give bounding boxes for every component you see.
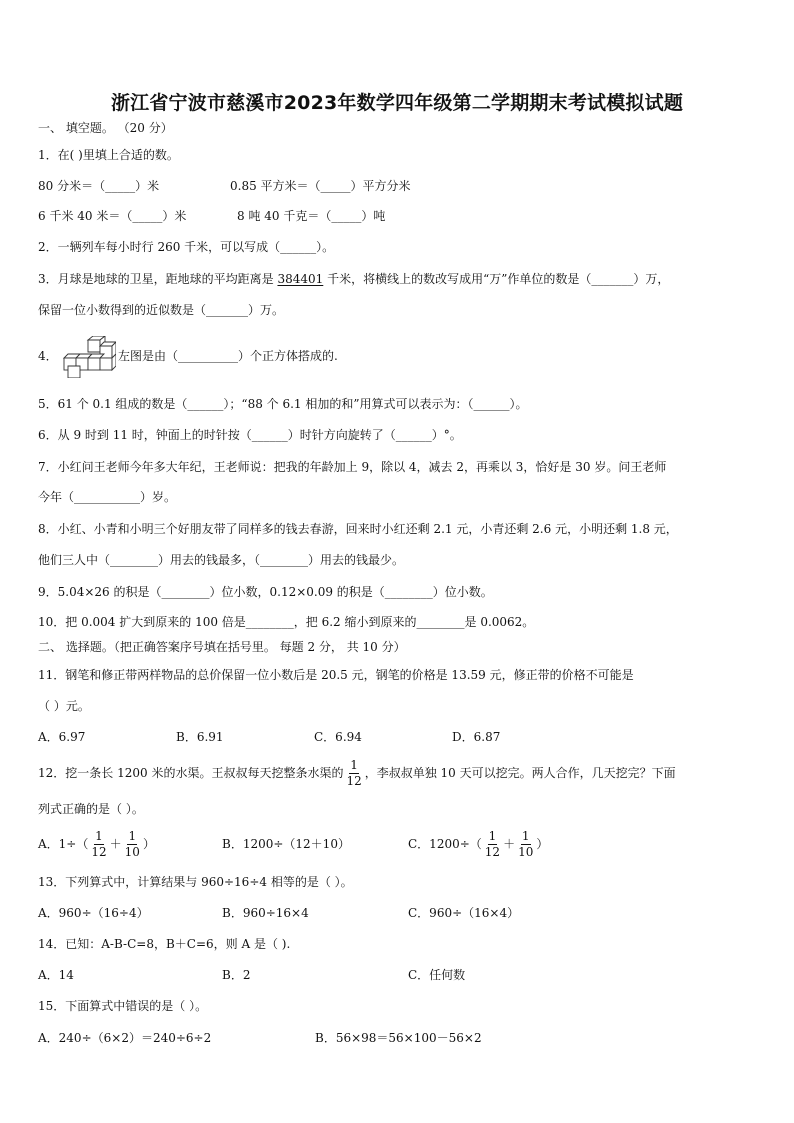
question-1: 1．在( )里填上合适的数。 <box>38 148 179 162</box>
fraction-one-twelfth: $\frac{1}{12}$ <box>346 758 362 788</box>
question-13-option-a: A．960÷（16÷4） <box>38 906 149 920</box>
question-12-text-pre: 12．挖一条长 1200 米的水渠。王叔叔每天挖整条水渠的 <box>38 766 344 780</box>
question-11-option-b: B．6.91 <box>176 730 224 744</box>
question-13-option-b: B．960÷16×4 <box>222 906 309 920</box>
question-12-line-2: 列式正确的是（ ）。 <box>38 802 144 816</box>
question-9: 9．5.04×26 的积是（________）位小数，0.12×0.09 的积是（________）位小数。 <box>38 585 493 599</box>
question-7-line-1: 7．小红问王老师今年多大年纪，王老师说：把我的年龄加上 9，除以 4，减去 2，再乘以 3，恰好是 30 岁。问王老师 <box>38 460 667 474</box>
question-14: 14．已知：A-B-C=8，B＋C=6，则 A 是（ ). <box>38 937 291 951</box>
question-3-text-pre: 3．月球是地球的卫星，距地球的平均距离是 <box>38 272 274 286</box>
question-11-option-d: D．6.87 <box>452 730 501 744</box>
fraction-one-tenth: $\frac{1}{10}$ <box>518 829 534 859</box>
question-15-option-b: B．56×98＝56×100－56×2 <box>315 1031 482 1045</box>
question-12-option-a: A．1÷（ $\frac{1}{12}$ ＋ $\frac{1}{10}$ ） <box>38 829 155 859</box>
question-1d: 8 吨 40 千克＝（_____）吨 <box>237 209 386 223</box>
fraction-one-twelfth: $\frac{1}{12}$ <box>91 829 107 859</box>
question-3-line-1 <box>38 270 669 288</box>
question-1b: 0.85 平方米＝（_____）平方分米 <box>230 179 411 193</box>
section-1-heading: 一、 填空题。 （20 分） <box>38 121 173 135</box>
question-5: 5．61 个 0.1 组成的数是（______）；“88 个 6.1 相加的和”用算式可以表示为：（______）。 <box>38 397 528 411</box>
question-14-option-b: B．2 <box>222 968 251 982</box>
question-14-option-c: C．任何数 <box>408 968 466 982</box>
question-4-number: 4． <box>38 349 58 363</box>
question-1a: 80 分米＝（_____）米 <box>38 179 160 193</box>
question-11-line-2: （ ）元。 <box>38 699 90 713</box>
question-12-line-1 <box>38 757 676 789</box>
question-11-option-c: C．6.94 <box>314 730 362 744</box>
question-6: 6．从 9 时到 11 时，钟面上的时针按（______）时针方向旋转了（______）°。 <box>38 428 462 442</box>
question-13-option-c: C．960÷（16×4） <box>408 906 520 920</box>
question-1c: 6 千米 40 米＝（_____）米 <box>38 209 187 223</box>
fraction-one-twelfth: $\frac{1}{12}$ <box>484 829 501 859</box>
question-14-option-a: A．14 <box>38 968 74 982</box>
question-2: 2．一辆列车每小时行 260 千米，可以写成（______）。 <box>38 240 335 254</box>
question-15: 15．下面算式中错误的是（ ）。 <box>38 999 208 1013</box>
fraction-one-tenth: $\frac{1}{10}$ <box>124 829 140 859</box>
question-4-text: 左图是由（__________）个正方体搭成的. <box>118 349 338 363</box>
question-3-underlined-number: 384401 <box>277 272 324 286</box>
question-15-option-a: A．240÷（6×2）＝240÷6÷2 <box>38 1031 212 1045</box>
question-3-text-post: 千米，将横线上的数改写成用“万”作单位的数是（_______）万， <box>327 272 670 286</box>
question-12-option-b: B．1200÷（12＋10） <box>222 837 350 851</box>
question-10: 10．把 0.004 扩大到原来的 100 倍是________，把 6.2 缩小到原来的________是 0.0062。 <box>38 615 535 629</box>
section-2-heading: 二、 选择题。（把正确答案序号填在括号里。 每题 2 分， 共 10 分） <box>38 640 406 654</box>
question-11-line-1: 11．钢笔和修正带两样物品的总价保留一位小数后是 20.5 元，钢笔的价格是 13.59 元，修正带的价格不可能是 <box>38 668 634 682</box>
question-11-option-a: A．6.97 <box>38 730 86 744</box>
cubes-figure <box>58 336 116 378</box>
question-13: 13．下列算式中，计算结果与 960÷16÷4 相等的是（ ）。 <box>38 875 353 889</box>
question-8-line-1: 8．小红、小青和小明三个好朋友带了同样多的钱去春游，回来时小红还剩 2.1 元，小青还剩 2.6 元，小明还剩 1.8 元， <box>38 522 678 536</box>
question-3-line-2: 保留一位小数得到的近似数是（_______）万。 <box>38 303 285 317</box>
question-12-option-c: C．1200÷（ $\frac{1}{12}$ ＋ $\frac{1}{10}$ ） <box>408 829 549 859</box>
question-7-line-2: 今年（___________）岁。 <box>38 490 177 504</box>
question-12-text-post: ，李叔叔单独 10 天可以挖完。两人合作，几天挖完？下面 <box>364 766 676 780</box>
page-title: 浙江省宁波市慈溪市2023年数学四年级第二学期期末考试模拟试题 <box>110 92 684 114</box>
question-8-line-2: 他们三人中（________）用去的钱最多，（________）用去的钱最少。 <box>38 553 405 567</box>
